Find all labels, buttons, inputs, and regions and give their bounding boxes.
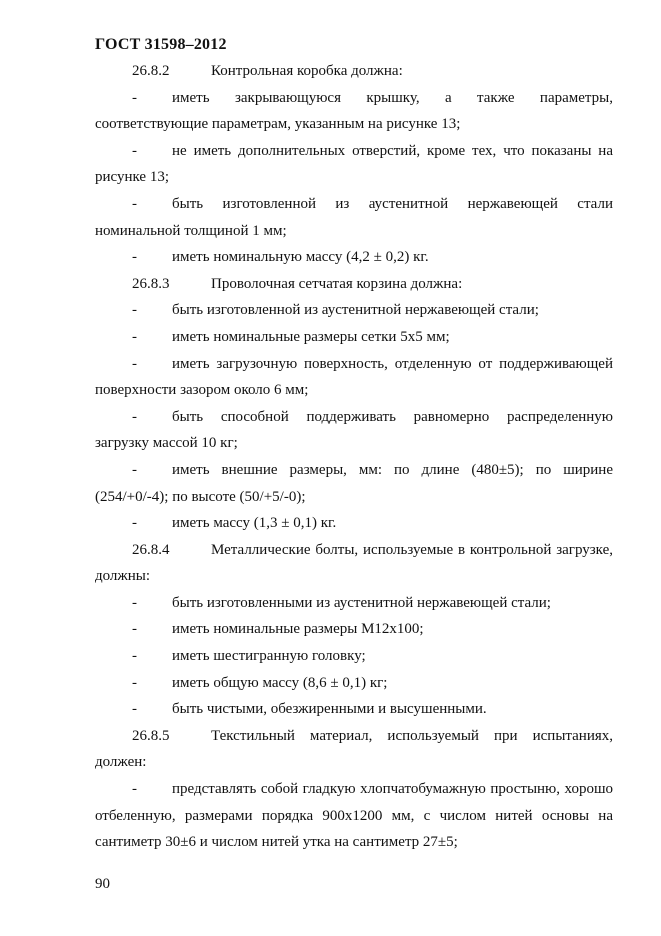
list-dash: - (132, 515, 137, 532)
list-item (95, 244, 613, 271)
list-item (95, 85, 613, 138)
list-item (95, 776, 613, 856)
list-item (95, 696, 613, 723)
list-item (95, 297, 613, 324)
list-item (95, 670, 613, 697)
list-dash: - (132, 328, 137, 345)
list-item (95, 191, 613, 244)
list-item-text: иметь шестигранную головку; (172, 648, 366, 665)
section-26-8-3 (95, 271, 613, 298)
list-item (95, 510, 613, 537)
list-item-text: быть изготовленной из аустенитной нержавеющей стали; (172, 302, 539, 319)
list-item (95, 643, 613, 670)
list-dash: - (132, 355, 137, 372)
list-item-text: иметь внешние размеры, мм: по длине (480±5); по ширине (254/+0/-4); по высоте (50/+5/-0); (95, 461, 613, 505)
list-item (95, 404, 613, 457)
list-dash: - (132, 674, 137, 691)
document-body (0, 58, 661, 856)
section-number: 26.8.3 (132, 275, 170, 292)
section-text: Проволочная сетчатая корзина должна: (211, 275, 463, 292)
list-dash: - (132, 142, 137, 159)
list-dash: - (132, 648, 137, 665)
list-dash: - (132, 89, 137, 106)
list-item-text: иметь закрывающуюся крышку, а также параметры, соответствующие параметрам, указанным на рисунке 13; (95, 89, 613, 133)
list-dash: - (132, 408, 137, 425)
section-text: Металлические болты, используемые в контрольной загрузке, должны: (95, 541, 613, 585)
list-item (95, 138, 613, 191)
list-item-text: иметь загрузочную поверхность, отделенную от поддерживающей поверхности зазором около 6 мм; (95, 355, 613, 399)
list-item-text: иметь номинальные размеры сетки 5х5 мм; (172, 328, 450, 345)
list-item (95, 590, 613, 617)
section-number: 26.8.2 (132, 63, 170, 79)
list-item-text: быть чистыми, обезжиренными и высушенными. (172, 701, 487, 718)
list-dash: - (132, 302, 137, 319)
section-text: Текстильный материал, используемый при испытаниях, должен: (95, 727, 613, 771)
list-dash: - (132, 621, 137, 638)
list-item-text: представлять собой гладкую хлопчатобумажную простыню, хорошо отбеленную, размерами порядка 900х1200 мм, с числом нитей основы на сантиметр 30±6 и числом нитей утка на сантиметр 27±5; (95, 781, 613, 851)
list-dash: - (132, 195, 137, 212)
list-dash: - (132, 461, 137, 478)
list-item-text: иметь общую массу (8,6 ± 0,1) кг; (172, 674, 388, 691)
section-26-8-4 (95, 537, 613, 590)
list-item (95, 351, 613, 404)
section-text: Контрольная коробка должна: (211, 63, 403, 79)
list-dash: - (132, 594, 137, 611)
list-item (95, 324, 613, 351)
page-number: 90 (95, 876, 110, 892)
list-item-text: иметь номинальные размеры М12х100; (172, 621, 424, 638)
list-item-text: быть изготовленной из аустенитной нержавеющей стали номинальной толщиной 1 мм; (95, 195, 613, 239)
list-item-text: иметь массу (1,3 ± 0,1) кг. (172, 515, 337, 532)
list-dash: - (132, 249, 137, 266)
document-header: ГОСТ 31598–2012 (95, 36, 227, 53)
list-item-text: быть изготовленными из аустенитной нержавеющей стали; (172, 594, 551, 611)
section-26-8-2 (95, 58, 613, 85)
section-number: 26.8.4 (132, 541, 170, 558)
list-dash: - (132, 701, 137, 718)
list-item-text: не иметь дополнительных отверстий, кроме тех, что показаны на рисунке 13; (95, 142, 613, 186)
section-number: 26.8.5 (132, 727, 170, 744)
list-item-text: иметь номинальную массу (4,2 ± 0,2) кг. (172, 249, 429, 266)
list-dash: - (132, 781, 137, 798)
section-26-8-5 (95, 723, 613, 776)
list-item (95, 457, 613, 510)
list-item-text: быть способной поддерживать равномерно распределенную загрузку массой 10 кг; (95, 408, 613, 452)
list-item (95, 616, 613, 643)
